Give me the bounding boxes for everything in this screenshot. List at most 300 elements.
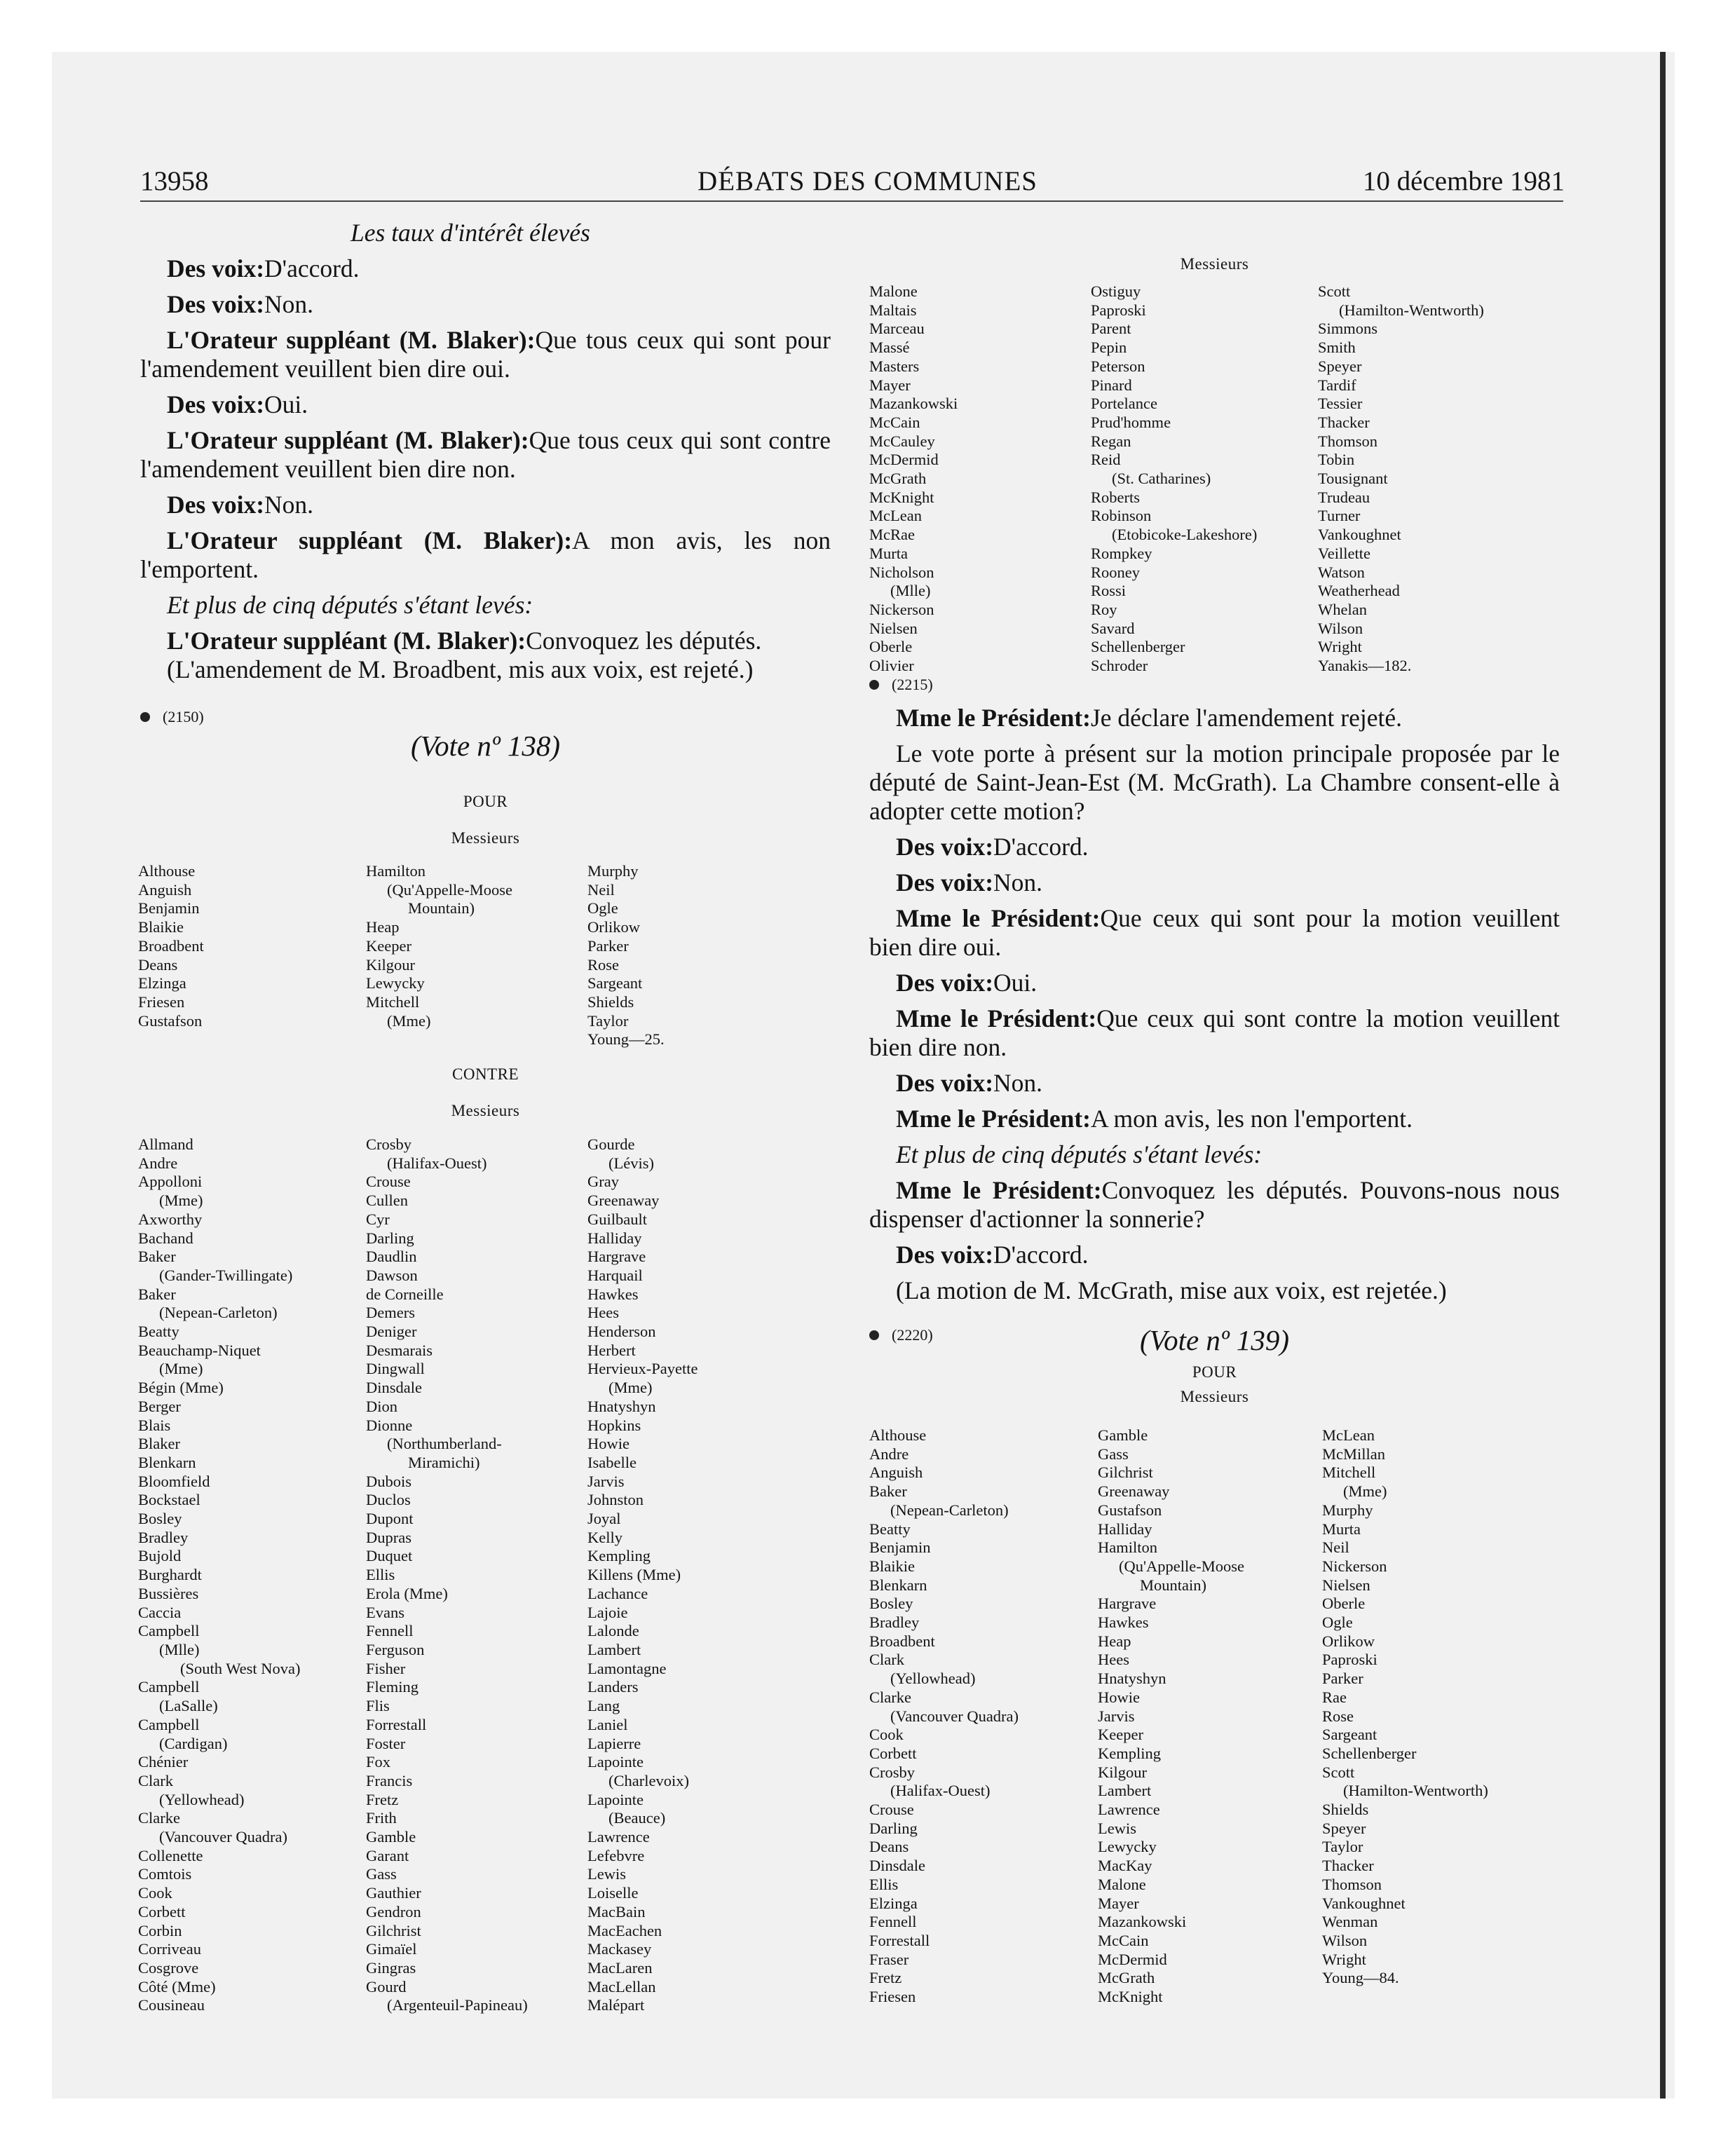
member-name: Collenette	[138, 1846, 203, 1864]
member-name: Young—84.	[1322, 1969, 1399, 1987]
member-name: McRae	[869, 526, 915, 544]
member-name: Fennell	[869, 1913, 917, 1931]
member-name: Heap	[366, 918, 400, 936]
member-name: Orlikow	[1322, 1632, 1375, 1650]
names-column	[138, 1135, 301, 2015]
member-name: (Mlle)	[890, 582, 931, 600]
member-name: Hargrave	[587, 1248, 646, 1266]
member-name: McCain	[869, 413, 920, 431]
member-name: Keeper	[1098, 1726, 1143, 1744]
member-name: Duclos	[366, 1491, 411, 1509]
member-name: Thacker	[1318, 413, 1370, 431]
member-name: Lalonde	[587, 1622, 639, 1640]
page-date: 10 décembre 1981	[1362, 166, 1565, 196]
member-name: Marceau	[869, 320, 925, 338]
speech-paragraph: Mme le Président:Convoquez les députés. Pouvons-nous nous dispenser d'actionner la sonnerie?	[869, 1176, 1560, 1233]
time-marker: (2220)	[869, 1326, 1560, 1344]
member-name: Blaker	[138, 1435, 180, 1453]
member-name: Weatherhead	[1318, 582, 1400, 600]
member-name: Tardif	[1318, 376, 1356, 394]
member-name: Bégin (Mme)	[138, 1379, 224, 1397]
member-name: Joyal	[587, 1510, 621, 1528]
member-name: Desmarais	[366, 1341, 433, 1359]
member-name: Taylor	[587, 1011, 629, 1030]
member-name: Vankoughnet	[1322, 1894, 1406, 1912]
member-name: MacLaren	[587, 1958, 653, 1977]
member-name: Yanakis—182.	[1318, 657, 1412, 675]
member-name: Isabelle	[587, 1453, 637, 1471]
vote-result: (L'amendement de M. Broadbent, mis aux voix, est rejeté.)	[167, 655, 754, 683]
member-name: Gauthier	[366, 1884, 421, 1902]
member-name: Lewycky	[366, 974, 425, 992]
member-name: MacKay	[1098, 1857, 1152, 1875]
member-name: Parker	[587, 936, 629, 955]
speech-paragraph: Des voix:Non.	[896, 1069, 1043, 1097]
member-name: Blenkarn	[869, 1576, 927, 1594]
member-name: Pepin	[1091, 339, 1127, 357]
member-name: Campbell	[138, 1678, 200, 1696]
member-name: Gilchrist	[366, 1921, 421, 1939]
member-name: Howie	[587, 1435, 630, 1453]
member-name: Bradley	[869, 1613, 920, 1632]
member-name: Rooney	[1091, 563, 1140, 581]
member-name: Fennell	[366, 1622, 414, 1640]
bullet-icon	[140, 712, 150, 722]
member-name: Gourde	[587, 1135, 635, 1153]
member-name: (Mme)	[1343, 1482, 1387, 1501]
member-name: Dupras	[366, 1528, 411, 1546]
member-name: Rompkey	[1091, 544, 1152, 562]
member-name: Darling	[366, 1229, 414, 1247]
member-name: Mountain)	[408, 899, 475, 917]
messieurs-label: Messieurs	[1180, 255, 1249, 273]
member-name: Gamble	[366, 1828, 416, 1846]
member-name: (Cardigan)	[159, 1734, 228, 1752]
member-name: (Vancouver Quadra)	[159, 1828, 288, 1846]
member-name: McCain	[1098, 1931, 1149, 1949]
speech-paragraph: Des voix:D'accord.	[896, 833, 1089, 861]
speech-paragraph: Mme le Président:Que ceux qui sont pour la motion veuillent bien dire oui.	[869, 904, 1560, 961]
time-marker: (2150)	[140, 708, 831, 726]
member-name: Johnston	[587, 1491, 644, 1509]
member-name: Robinson	[1091, 507, 1152, 525]
member-name: McGrath	[869, 470, 927, 488]
member-name: Speyer	[1322, 1819, 1366, 1837]
speech-paragraph: Des voix:Non.	[167, 491, 314, 519]
speech-paragraph: L'Orateur suppléant (M. Blaker):Que tous ceux qui sont contre l'amendement veuillent bien dire non.	[140, 426, 831, 483]
member-name: Mitchell	[366, 992, 420, 1011]
member-name: Greenaway	[1098, 1482, 1170, 1501]
member-name: Loiselle	[587, 1884, 639, 1902]
left-dialogue	[140, 254, 831, 591]
member-name: (Yellowhead)	[890, 1670, 976, 1688]
member-name: Dawson	[366, 1266, 418, 1284]
member-name: Gustafson	[1098, 1501, 1162, 1519]
member-name: Elzinga	[869, 1894, 918, 1912]
bullet-icon	[869, 680, 879, 690]
member-name: Wright	[1318, 638, 1362, 656]
speech-paragraph: L'Orateur suppléant (M. Blaker):Que tous ceux qui sont pour l'amendement veuillent bien dire oui.	[140, 326, 831, 383]
member-name: Bradley	[138, 1528, 189, 1546]
member-name: Hees	[1098, 1651, 1129, 1669]
member-name: McLean	[869, 507, 922, 525]
member-name: Tousignant	[1318, 470, 1388, 488]
member-name: Baker	[138, 1285, 176, 1303]
member-name: (South West Nova)	[180, 1659, 301, 1677]
member-name: Appolloni	[138, 1173, 203, 1191]
member-name: Daudlin	[366, 1248, 417, 1266]
names-column	[587, 862, 665, 1049]
member-name: Peterson	[1091, 357, 1145, 375]
member-name: Bachand	[138, 1229, 193, 1247]
member-name: Ogle	[1322, 1613, 1353, 1632]
member-name: (St. Catharines)	[1112, 470, 1211, 488]
member-name: Heap	[1098, 1632, 1131, 1650]
italic-note: Et plus de cinq députés s'étant levés:	[167, 591, 533, 619]
member-name: Forrestall	[366, 1715, 427, 1733]
member-name: Henderson	[587, 1323, 656, 1341]
member-name: Killens (Mme)	[587, 1566, 681, 1584]
member-name: Demers	[366, 1304, 415, 1322]
member-name: Beauchamp-Niquet	[138, 1341, 261, 1359]
member-name: Clarke	[138, 1809, 180, 1827]
member-name: (Mme)	[608, 1379, 653, 1397]
member-name: Nickerson	[869, 600, 934, 618]
member-name: McGrath	[1098, 1969, 1155, 1987]
member-name: Keeper	[366, 936, 411, 955]
member-name: McKnight	[869, 488, 934, 506]
member-name: Savard	[1091, 619, 1135, 637]
member-name: (LaSalle)	[159, 1697, 218, 1715]
member-name: Cullen	[366, 1192, 408, 1210]
member-name: Lawrence	[587, 1828, 650, 1846]
member-name: (Vancouver Quadra)	[890, 1707, 1019, 1725]
member-name: Lefebvre	[587, 1846, 645, 1864]
header-rule	[140, 200, 1563, 202]
member-name: Caccia	[138, 1603, 182, 1621]
scan-edge-bar	[1660, 52, 1666, 2099]
member-name: Andre	[138, 1154, 178, 1172]
member-name: de Corneille	[366, 1285, 444, 1303]
member-name: (Etobicoke-Lakeshore)	[1112, 526, 1258, 544]
member-name: Smith	[1318, 339, 1356, 357]
member-name: Lamontagne	[587, 1659, 667, 1677]
member-name: Speyer	[1318, 357, 1362, 375]
member-name: Regan	[1091, 432, 1131, 450]
names-column	[869, 1426, 1019, 2007]
member-name: Mayer	[1098, 1894, 1139, 1912]
member-name: McLean	[1322, 1426, 1375, 1444]
member-name: Deniger	[366, 1323, 417, 1341]
member-name: Hnatyshyn	[1098, 1670, 1166, 1688]
member-name: Cook	[869, 1726, 904, 1744]
member-name: Rossi	[1091, 582, 1127, 600]
member-name: Gustafson	[138, 1011, 203, 1030]
member-name: Hawkes	[587, 1285, 639, 1303]
member-name: Lapierre	[587, 1734, 641, 1752]
member-name: Clarke	[869, 1688, 911, 1706]
member-name: Olivier	[869, 657, 914, 675]
member-name: (Argenteuil-Papineau)	[387, 1996, 528, 2014]
member-name: Crosby	[869, 1763, 916, 1781]
member-name: (Mme)	[159, 1360, 203, 1378]
member-name: Mayer	[869, 376, 911, 394]
names-column	[1318, 282, 1484, 676]
member-name: Schellenberger	[1091, 638, 1185, 656]
member-name: Fox	[366, 1753, 391, 1771]
member-name: Rae	[1322, 1688, 1347, 1706]
speech-paragraph: L'Orateur suppléant (M. Blaker):Convoquez les députés.	[167, 627, 762, 655]
member-name: (Northumberland-	[387, 1435, 502, 1453]
member-name: Jarvis	[587, 1472, 625, 1490]
member-name: Althouse	[138, 862, 196, 880]
member-name: Gourd	[366, 1977, 407, 1995]
member-name: Cosgrove	[138, 1958, 199, 1977]
member-name: Thomson	[1322, 1875, 1382, 1893]
member-name: Beatty	[138, 1323, 179, 1341]
member-name: Lapointe	[587, 1790, 644, 1808]
member-name: Corriveau	[138, 1940, 201, 1958]
member-name: Oberle	[869, 638, 913, 656]
member-name: Portelance	[1091, 395, 1157, 413]
member-name: Crouse	[366, 1173, 411, 1191]
member-name: Althouse	[869, 1426, 927, 1444]
member-name: Hervieux-Payette	[587, 1360, 698, 1378]
page-number: 13958	[140, 166, 209, 196]
member-name: Kilgour	[366, 955, 415, 974]
member-name: Lachance	[587, 1584, 648, 1602]
member-name: Ferguson	[366, 1640, 425, 1658]
member-name: Gimaïel	[366, 1940, 417, 1958]
member-name: (Gander-Twillingate)	[159, 1266, 293, 1284]
names-column	[869, 282, 958, 676]
member-name: Bujold	[138, 1547, 182, 1565]
member-name: Thacker	[1322, 1857, 1374, 1875]
member-name: Andre	[869, 1445, 909, 1463]
member-name: Broadbent	[138, 936, 204, 955]
member-name: Chénier	[138, 1753, 189, 1771]
speech-paragraph: Le vote porte à présent sur la motion principale proposée par le député de Saint-Jean-Est (M. McGrath). La Chambre consent-elle à adopter cette motion?	[869, 739, 1560, 825]
member-name: Bussières	[138, 1584, 199, 1602]
member-name: Oberle	[1322, 1595, 1366, 1613]
member-name: Lang	[587, 1697, 620, 1715]
member-name: Fleming	[366, 1678, 419, 1696]
member-name: Bockstael	[138, 1491, 200, 1509]
names-column	[1098, 1426, 1244, 2007]
member-name: Paproski	[1322, 1651, 1377, 1669]
member-name: Murphy	[1322, 1501, 1373, 1519]
member-name: Whelan	[1318, 600, 1367, 618]
member-name: Nielsen	[1322, 1576, 1370, 1594]
member-name: Wright	[1322, 1950, 1366, 1968]
member-name: Evans	[366, 1603, 404, 1621]
member-name: Landers	[587, 1678, 639, 1696]
member-name: Hnatyshyn	[587, 1397, 656, 1415]
member-name: Murta	[1322, 1520, 1361, 1538]
member-name: Campbell	[138, 1622, 200, 1640]
names-column	[366, 862, 512, 1030]
member-name: Tobin	[1318, 451, 1355, 469]
member-name: Mackasey	[587, 1940, 652, 1958]
speech-paragraph: L'Orateur suppléant (M. Blaker):A mon avis, les non l'emportent.	[140, 526, 831, 583]
member-name: Rose	[587, 955, 619, 974]
member-name: Jarvis	[1098, 1707, 1135, 1725]
member-name: Baker	[869, 1482, 907, 1501]
member-name: Gingras	[366, 1958, 416, 1977]
member-name: Ellis	[869, 1875, 899, 1893]
member-name: Lapointe	[587, 1753, 644, 1771]
member-name: Trudeau	[1318, 488, 1370, 506]
member-name: Erola (Mme)	[366, 1584, 448, 1602]
member-name: Rose	[1322, 1707, 1354, 1725]
member-name: Guilbault	[587, 1210, 647, 1228]
member-name: Côté (Mme)	[138, 1977, 216, 1995]
member-name: Broadbent	[869, 1632, 935, 1650]
member-name: (Lévis)	[608, 1154, 654, 1172]
member-name: Cyr	[366, 1210, 390, 1228]
member-name: (Charlevoix)	[608, 1771, 689, 1789]
member-name: (Nepean-Carleton)	[890, 1501, 1009, 1519]
member-name: Dionne	[366, 1416, 413, 1434]
speech-paragraph: Mme le Président:A mon avis, les non l'emportent.	[896, 1105, 1413, 1133]
member-name: Bloomfield	[138, 1472, 210, 1490]
member-name: Malone	[869, 282, 918, 300]
member-name: Flis	[366, 1697, 390, 1715]
member-name: Shields	[587, 992, 634, 1011]
pour-label: POUR	[1192, 1363, 1237, 1381]
member-name: Roy	[1091, 600, 1117, 618]
member-name: Kempling	[1098, 1744, 1161, 1762]
member-name: Prud'homme	[1091, 413, 1171, 431]
member-name: Crosby	[366, 1135, 412, 1153]
speech-paragraph: Des voix:D'accord.	[167, 254, 360, 282]
member-name: Tessier	[1318, 395, 1363, 413]
member-name: Gray	[587, 1173, 619, 1191]
member-name: (Hamilton-Wentworth)	[1339, 301, 1484, 319]
member-name: Turner	[1318, 507, 1361, 525]
member-name: Malépart	[587, 1996, 645, 2014]
member-name: Gass	[1098, 1445, 1129, 1463]
member-name: (Mlle)	[159, 1640, 200, 1658]
member-name: Fretz	[869, 1969, 902, 1987]
member-name: Lewis	[1098, 1819, 1136, 1837]
member-name: Kilgour	[1098, 1763, 1147, 1781]
member-name: (Halifax-Ouest)	[890, 1782, 991, 1800]
member-name: Anguish	[138, 880, 192, 899]
member-name: Frith	[366, 1809, 397, 1827]
vote-result: (La motion de M. McGrath, mise aux voix, est rejetée.)	[896, 1276, 1447, 1304]
member-name: Nickerson	[1322, 1557, 1387, 1575]
member-name: Fisher	[366, 1659, 406, 1677]
member-name: Laniel	[587, 1715, 628, 1733]
member-name: Schroder	[1091, 657, 1148, 675]
member-name: Sargeant	[1322, 1726, 1377, 1744]
member-name: Massé	[869, 339, 910, 357]
member-name: Thomson	[1318, 432, 1378, 450]
member-name: Hargrave	[1098, 1595, 1157, 1613]
member-name: Wilson	[1322, 1931, 1368, 1949]
member-name: Crouse	[869, 1801, 914, 1819]
member-name: McDermid	[1098, 1950, 1167, 1968]
italic-note: Et plus de cinq députés s'étant levés:	[896, 1140, 1263, 1168]
member-name: Friesen	[869, 1988, 916, 2006]
member-name: Wilson	[1318, 619, 1363, 637]
member-name: Blaikie	[138, 918, 184, 936]
member-name: Lewycky	[1098, 1838, 1157, 1856]
member-name: Halliday	[587, 1229, 642, 1247]
vote-title: (Vote nº 139)	[1139, 1324, 1290, 1356]
speech-paragraph: Des voix:Oui.	[167, 390, 308, 418]
member-name: Watson	[1318, 563, 1365, 581]
member-name: Deans	[138, 955, 178, 974]
member-name: Baker	[138, 1248, 176, 1266]
member-name: Bosley	[138, 1510, 182, 1528]
member-name: Hawkes	[1098, 1613, 1149, 1632]
member-name: MacEachen	[587, 1921, 662, 1939]
member-name: Roberts	[1091, 488, 1140, 506]
right-column	[869, 676, 1560, 1356]
member-name: Cook	[138, 1884, 172, 1902]
speech-paragraph: Des voix:Non.	[896, 868, 1043, 896]
member-name: (Qu'Appelle-Moose	[387, 880, 513, 899]
member-name: Lajoie	[587, 1603, 628, 1621]
member-name: Herbert	[587, 1341, 636, 1359]
member-name: McMillan	[1322, 1445, 1385, 1463]
member-name: Fraser	[869, 1950, 909, 1968]
member-name: (Hamilton-Wentworth)	[1343, 1782, 1488, 1800]
member-name: Blais	[138, 1416, 171, 1434]
member-name: Wenman	[1322, 1913, 1378, 1931]
member-name: McKnight	[1098, 1988, 1163, 2006]
member-name: Darling	[869, 1819, 918, 1837]
member-name: Howie	[1098, 1688, 1140, 1706]
member-name: Friesen	[138, 992, 185, 1011]
member-name: Gamble	[1098, 1426, 1148, 1444]
member-name: Bosley	[869, 1595, 913, 1613]
member-name: Axworthy	[138, 1210, 203, 1228]
member-name: (Mme)	[159, 1192, 203, 1210]
messieurs-label: Messieurs	[451, 829, 520, 847]
member-name: Corbin	[138, 1921, 182, 1939]
page-title: DÉBATS DES COMMUNES	[698, 166, 1037, 196]
right-dialogue	[869, 704, 1560, 1140]
member-name: Ellis	[366, 1566, 395, 1584]
speech-paragraph: Des voix:D'accord.	[896, 1241, 1089, 1269]
member-name: Sargeant	[587, 974, 643, 992]
member-name: Reid	[1091, 451, 1121, 469]
member-name: Vankoughnet	[1318, 526, 1401, 544]
member-name: Shields	[1322, 1801, 1369, 1819]
member-name: Lewis	[587, 1865, 626, 1883]
member-name: Harquail	[587, 1266, 643, 1284]
names-column	[1322, 1426, 1488, 1988]
member-name: Hamilton	[1098, 1538, 1157, 1557]
member-name: Forrestall	[869, 1931, 930, 1949]
member-name: MacBain	[587, 1902, 646, 1920]
member-name: Dinsdale	[366, 1379, 422, 1397]
member-name: Blaikie	[869, 1557, 915, 1575]
member-name: Hees	[587, 1304, 619, 1322]
member-name: Clark	[138, 1771, 173, 1789]
member-name: Gilchrist	[1098, 1464, 1153, 1482]
member-name: Parker	[1322, 1670, 1363, 1688]
contre-label: CONTRE	[452, 1065, 519, 1083]
member-name: Murphy	[587, 862, 639, 880]
member-name: Simmons	[1318, 320, 1378, 338]
member-name: Blenkarn	[138, 1453, 196, 1471]
member-name: Neil	[1322, 1538, 1349, 1557]
member-name: Dinsdale	[869, 1857, 925, 1875]
